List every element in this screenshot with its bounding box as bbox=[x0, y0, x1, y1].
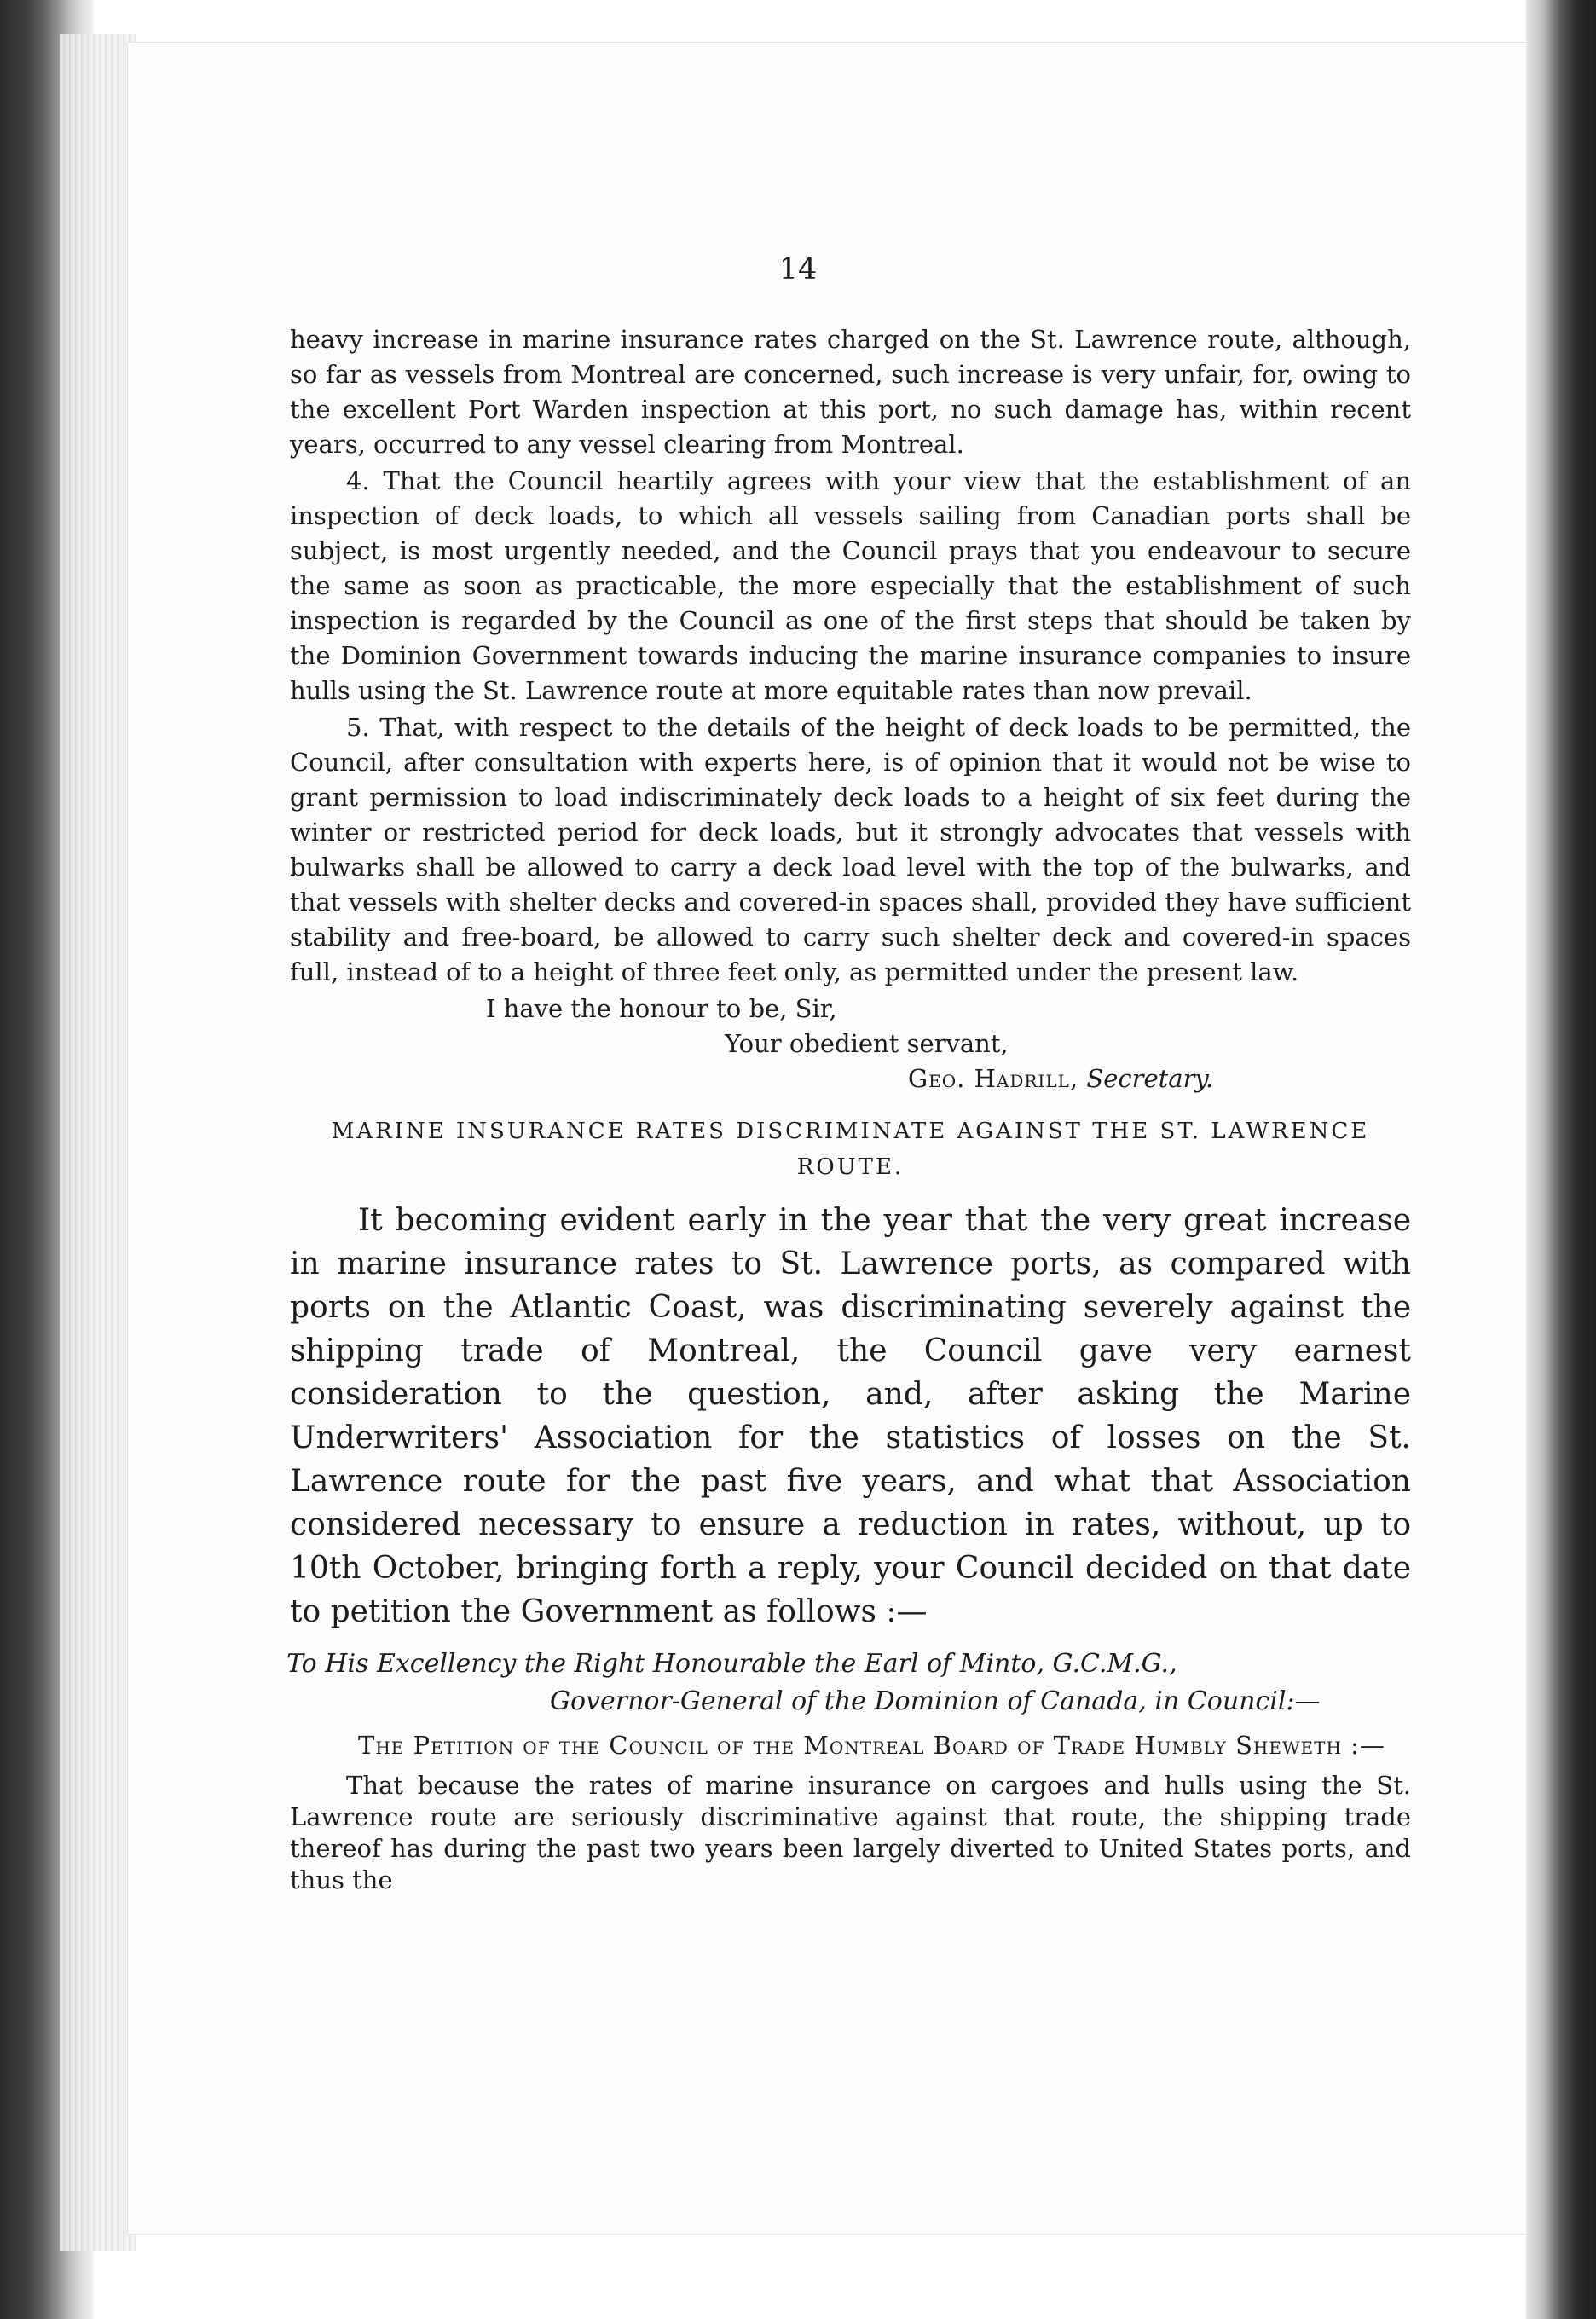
section-heading-line2: ROUTE. bbox=[796, 1154, 905, 1180]
main-paragraph: It becoming evident early in the year that the very great increase in marine insurance rates to St. Lawrence ports, as compared with ports on the Atlantic Coast, was discriminating severely against the shipping trade of Montreal, the Council gave very earnest consideration to the question, and, after asking the Marine Underwriters' Association for the statistics of losses on the St. Lawrence route for the past five years, and what that Association considered necessary to ensure a reduction in rates, without, up to 10th October, bringing forth a reply, your Council decided on that date to petition the Government as follows :— bbox=[290, 1203, 1411, 1629]
book-binding-right-edge bbox=[1526, 0, 1596, 2319]
address-line1: To His Excellency the Right Honourable the Earl of Minto, G.C.M.G., bbox=[286, 1649, 1177, 1679]
petition-heading: The Petition of the Council of the Montreal Board of Trade Humbly Sheweth :— bbox=[358, 1731, 1385, 1760]
section-heading-line1: MARINE INSURANCE RATES DISCRIMINATE AGAINST THE ST. LAWRENCE bbox=[331, 1119, 1370, 1144]
page-stack-edges bbox=[60, 34, 136, 2251]
closing-honour: I have the honour to be, Sir, bbox=[486, 994, 837, 1023]
paragraph-4: 4. That the Council heartily agrees with your view that the establishment of an inspection of deck loads, to which all vessels sailing from Canadian ports shall be subject, is most urgently needed, and the Council prays that you endeavour to secure the same as soon as practicable, the more especially that the establishment of such inspection is regarded by the Council as one of the first steps that should be taken by the Dominion Government towards inducing the marine insurance companies to insure hulls using the St. Lawrence route at more equitable rates than now prevail. bbox=[290, 466, 1411, 705]
address-line2: Governor-General of the Dominion of Canada, in Council:— bbox=[550, 1686, 1321, 1716]
paragraph-continued: heavy increase in marine insurance rates charged on the St. Lawrence route, although, so far as vessels from Montreal are concerned, such increase is very unfair, for, owing to the excellent Port Warden inspection at this port, no such damage has, within recent years, occurred to any vessel clearing from Montreal. bbox=[290, 325, 1411, 459]
paragraph-5: 5. That, with respect to the details of the height of deck loads to be permitted, the Council, after consultation with experts here, is of opinion that it would not be wise to grant permission to load indiscriminately deck loads to a height of six feet during the winter or restricted period for deck loads, but it strongly advocates that vessels with bulwarks shall be allowed to carry a deck load level with the top of the bulwarks, and that vessels with shelter decks and covered-in spaces shall, provided they have sufficient stability and free-board, be allowed to carry such shelter deck and covered-in spaces full, instead of to a height of three feet only, as permitted under the present law. bbox=[290, 713, 1411, 986]
section-heading bbox=[290, 1113, 1411, 1185]
signature-title: Secretary. bbox=[1086, 1064, 1214, 1093]
letter-closing bbox=[290, 992, 1411, 1096]
signature bbox=[290, 1061, 1411, 1096]
document-body bbox=[286, 322, 1411, 1896]
page-number: 14 bbox=[778, 252, 818, 286]
closing-servant: Your obedient servant, bbox=[725, 1029, 1009, 1058]
signature-name: Geo. Hadrill, bbox=[908, 1064, 1079, 1093]
petition-address bbox=[286, 1645, 1411, 1720]
petition-body: That because the rates of marine insurance on cargoes and hulls using the St. Lawrence route are seriously discriminative against that route, the shipping trade thereof has during the past two years been largely diverted to United States ports, and thus the bbox=[290, 1771, 1411, 1894]
